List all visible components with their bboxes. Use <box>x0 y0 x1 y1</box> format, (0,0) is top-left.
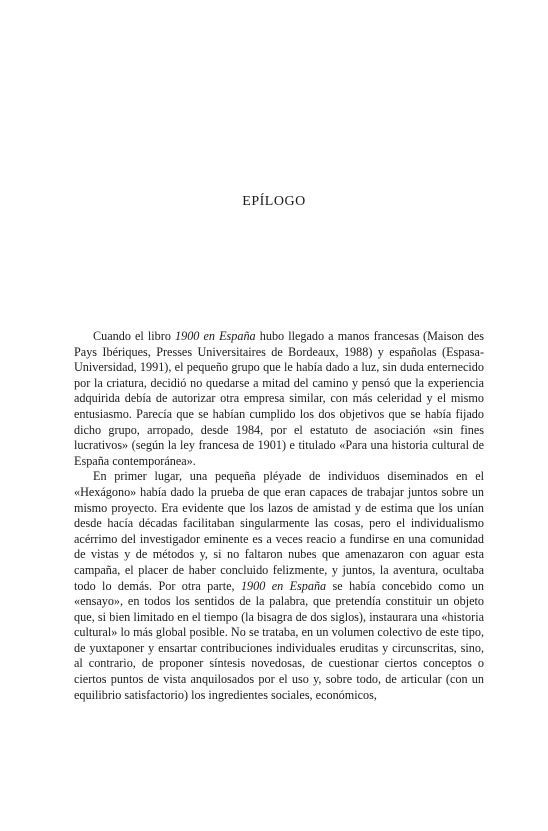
book-title-italic: 1900 en España <box>240 578 327 593</box>
paragraph-text: hubo llegado a manos francesas (Maison des Pays Ibériques, Presses Universitaires de Bordeaux, 1988) y españolas (Espasa-Universidad, 1991), el pequeño grupo que le había dado a luz, sin duda enternecido por la criatura, decidió no quedarse a mitad del camino y pensó que la experiencia adquirida debía de autorizar otra empresa similar, con más celeridad y el mismo entusiasmo. Parecía que se habían cumplido los dos objetivos que se había fijado dicho grupo, arropado, desde 1984, por el estatuto de asociación «sin fines lucrativos» (según la ley francesa de 1901) e titulado «Para una historia cultural de España contemporánea». <box>74 329 484 468</box>
paragraph <box>74 329 484 469</box>
paragraph <box>74 469 484 703</box>
body-text <box>74 329 484 703</box>
paragraph-text: se había concebido como un «ensayo», en todos los sentidos de la palabra, que pretendía constituir un objeto que, si bien limitado en el tiempo (la bisagra de dos siglos), instaurara una «historia cultural» lo más global posible. No se trataba, en un volumen colectivo de este tipo, de yuxtaponer y ensartar contribuciones individuales eruditas y circunscritas, sino, al contrario, de proponer síntesis novedosas, de cuestionar ciertos conceptos o ciertos puntos de vista anquilosados por el uso y, sobre todo, de articular (con un equilibrio satisfactorio) los ingredientes sociales, económicos, <box>74 578 484 702</box>
paragraph-text: Cuando el libro <box>93 329 176 343</box>
chapter-title: EPÍLOGO <box>242 194 306 209</box>
paragraph-text: En primer lugar, una pequeña pléyade de individuos diseminados en el «Hexágono» había dado la prueba de que eran capaces de trabajar juntos sobre un mismo proyecto. Era evidente que los lazos de amistad y de estima que los unían desde hacía décadas facilitaban singularmente las cosas, pero el individualismo acérrimo del investigador eminente es a veces reacio a fundirse en una comunidad de vistas y de métodos y, si no faltaron nubes que amenazaron con aguar esta campaña, el placer de haber concluido felizmente, y juntos, la aventura, ocultaba todo lo demás. Por otra parte, <box>74 469 484 593</box>
book-title-italic: 1900 en España <box>175 329 256 343</box>
